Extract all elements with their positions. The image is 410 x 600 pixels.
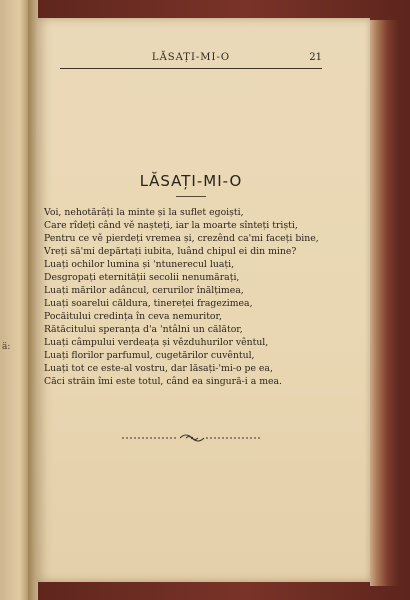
page-number: 21 — [309, 52, 322, 63]
verse-line: Luați soarelui căldura, tinereței fragezimea, — [44, 298, 253, 309]
title-rule — [176, 196, 206, 197]
verse-line: Care rîdeți când vě nașteți, iar la moarte sînteți triști, — [44, 220, 298, 231]
verse-line: Rătăcitului speranța d'a 'ntâlni un călător, — [44, 324, 243, 335]
poem-verses — [44, 206, 344, 388]
verse-line: Luați ochilor lumina și 'ntunerecul luați, — [44, 259, 235, 270]
verse-line: Pentru ce vě pierdeți vremea și, crezênd ca'mi faceți bine, — [44, 233, 319, 244]
book-spine-edge — [370, 20, 398, 586]
verse-line: Luați tot ce este-al vostru, dar lăsați-'mi-o pe ea, — [44, 363, 273, 374]
end-ornament — [122, 433, 262, 443]
verse-line: Desgropați eternității secolii nenumărați, — [44, 272, 240, 283]
left-page-edge — [0, 0, 29, 600]
running-title: LĂSAȚI-MI-O — [151, 52, 231, 63]
verse-line: Voi, nehotărâți la minte și la suflet egoiști, — [44, 207, 244, 218]
page-header — [60, 52, 322, 69]
verse-line: Căci străin îmi este totul, când ea singură-i a mea. — [44, 376, 283, 387]
verse-line: Luați câmpului verdeața și vězduhurilor vêntul, — [44, 337, 269, 348]
verse-line: Vreți să'mi depărtați iubita, luând chipul ei din mine? — [44, 246, 297, 257]
left-page-fragment: ä: — [2, 342, 11, 352]
verse-line: Luați florilor parfumul, cugetărilor cuvêntul, — [44, 350, 255, 361]
verse-line: Pocăitului credința în ceva nemuritor, — [44, 311, 222, 322]
poem-title: LĂSAȚI-MI-O — [139, 172, 243, 190]
verse-line: Luați mărilor adâncul, cerurilor înălțimea, — [44, 285, 244, 296]
